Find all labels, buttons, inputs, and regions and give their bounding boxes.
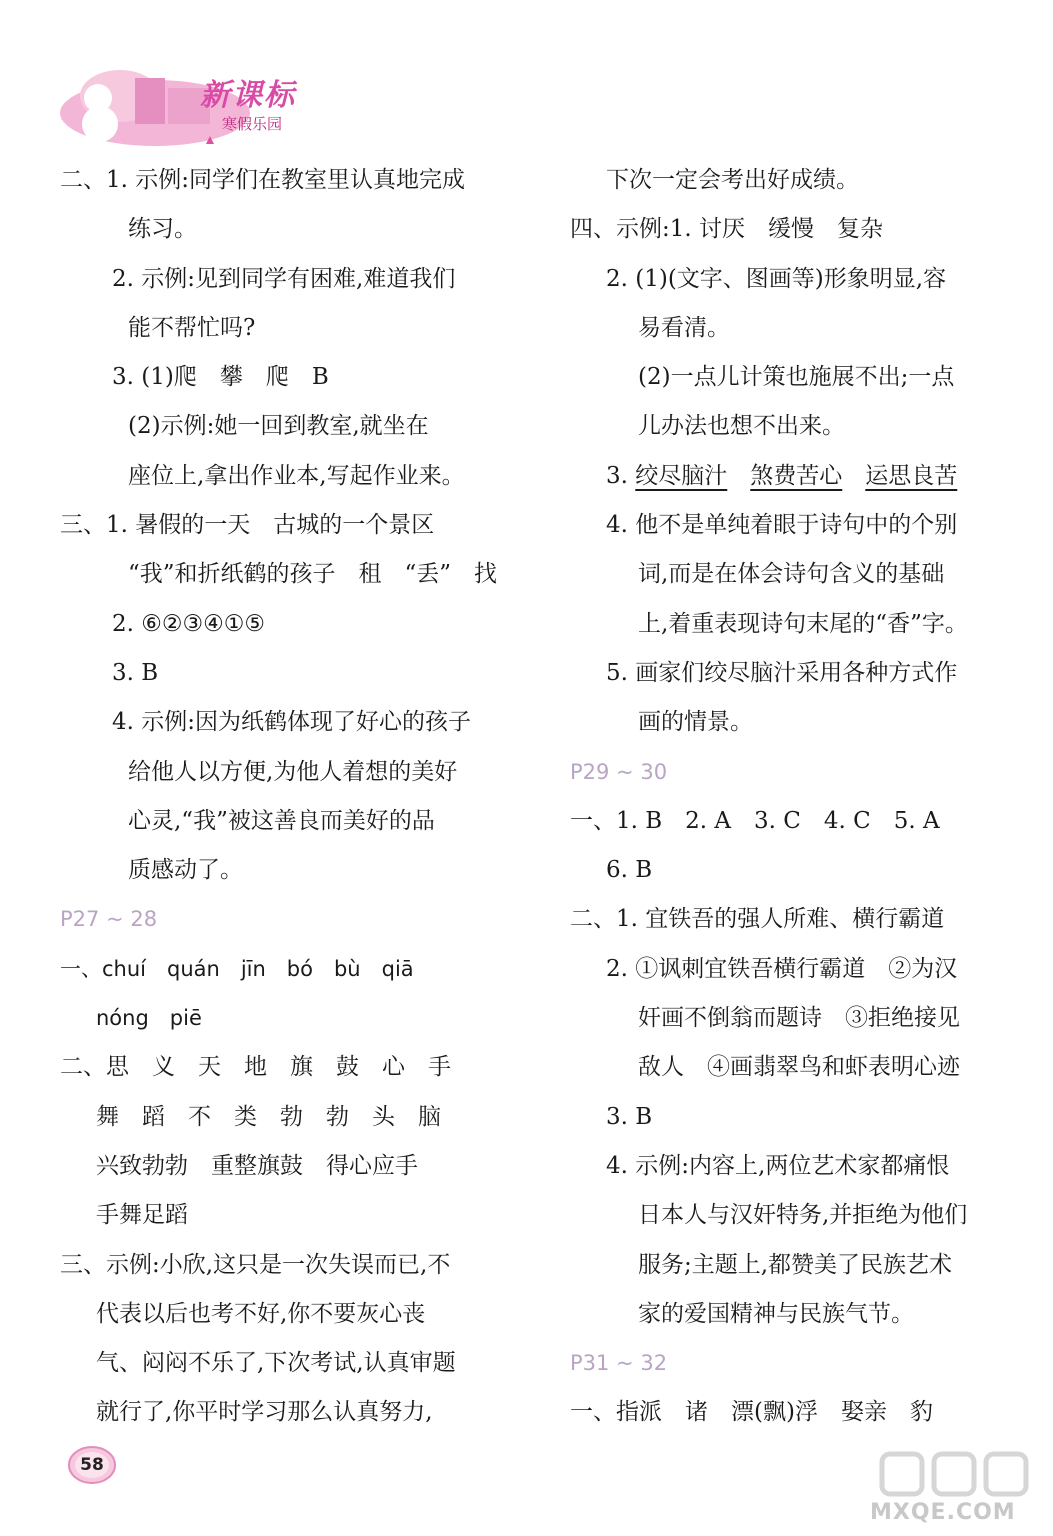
section-heading: P27 ~ 28 xyxy=(60,907,158,932)
answer-line: 2. ①讽刺宜铁吾横行霸道 ②为汉 xyxy=(606,955,958,982)
answer-line: 3. B xyxy=(112,659,159,686)
answer-line: 日本人与汉奸特务,并拒绝为他们 xyxy=(638,1202,968,1229)
watermark-text: MXQE.COM xyxy=(870,1500,1016,1525)
underlined-answer: 绞尽脑汁 xyxy=(635,462,728,489)
answer-line: (2)示例:她一回到教室,就坐在 xyxy=(128,413,429,440)
answer-line: 手舞足蹈 xyxy=(96,1202,188,1229)
answer-line: 三、1. 暑假的一天 古城的一个景区 xyxy=(60,512,435,539)
answer-line: 词,而是在体会诗句含义的基础 xyxy=(638,561,945,588)
answer-line: 二、1. 示例:同学们在教室里认真地完成 xyxy=(60,167,466,193)
answer-line: “我”和折纸鹤的孩子 租 “丢” 找 xyxy=(128,561,498,588)
answer-line: 2. (1)(文字、图画等)形象明显,容 xyxy=(606,265,947,292)
answer-line: 2. ⑥②③④①⑤ xyxy=(112,610,265,637)
answer-line: 奸画不倒翁而题诗 ③拒绝接见 xyxy=(638,1005,960,1032)
answer-line: 质感动了。 xyxy=(128,857,243,884)
answer-line: 心灵,“我”被这善良而美好的品 xyxy=(128,807,435,834)
answer-line: 一、指派 诸 漂(飘)浮 娶亲 豹 xyxy=(570,1399,933,1426)
logo-subtitle: 寒假乐园 xyxy=(222,115,283,133)
answer-line: 二、思 义 天 地 旗 鼓 心 手 xyxy=(60,1054,451,1081)
answer-line: 一、1. B 2. A 3. C 4. C 5. A xyxy=(570,807,940,834)
answer-line: 2. 示例:见到同学有困难,难道我们 xyxy=(112,265,456,292)
answer-line: 三、示例:小欣,这只是一次失误而已,不 xyxy=(60,1251,451,1278)
answer-line: 二、1. 宜铁吾的强人所难、横行霸道 xyxy=(570,906,945,933)
pinyin-line: 一、chuí quán jīn bó bù qiā xyxy=(60,956,414,981)
pinyin-line: nóng piē xyxy=(96,1006,202,1031)
answer-line: 4. 示例:内容上,两位艺术家都痛恨 xyxy=(606,1152,950,1179)
answer-line xyxy=(570,452,1030,501)
answer-line: 舞 蹈 不 类 勃 勃 头 脑 xyxy=(96,1103,441,1130)
answer-line: 画的情景。 xyxy=(638,709,753,736)
section-heading: P31 ~ 32 xyxy=(570,1351,668,1376)
answer-line: 家的爱国精神与民族气节。 xyxy=(638,1300,914,1327)
answer-line: 座位上,拿出作业本,写起作业来。 xyxy=(128,462,465,489)
underlined-answer: 运思良苦 xyxy=(865,462,958,489)
answer-line: 下次一定会考出好成绩。 xyxy=(606,167,859,193)
answer-line: 敌人 ④画翡翠鸟和虾表明心迹 xyxy=(638,1054,960,1081)
answer-line: 代表以后也考不好,你不要灰心丧 xyxy=(96,1300,426,1327)
answer-line: 易看清。 xyxy=(638,314,730,341)
answer-line: 4. 他不是单纯着眼于诗句中的个别 xyxy=(606,512,958,539)
right-column xyxy=(570,156,1030,1438)
answer-line: 上,着重表现诗句末尾的“香”字。 xyxy=(638,610,968,637)
answer-line: 服务;主题上,都赞美了民族艺术 xyxy=(638,1251,953,1278)
answer-line: 给他人以方便,为他人着想的美好 xyxy=(128,758,458,785)
answer-line: 兴致勃勃 重整旗鼓 得心应手 xyxy=(96,1152,418,1179)
logo-title: 新课标 xyxy=(200,78,296,113)
answer-line: 儿办法也想不出来。 xyxy=(638,413,845,440)
snowman-icon xyxy=(82,106,118,142)
answer-line: 6. B xyxy=(606,857,653,884)
page-number: 58 xyxy=(80,1455,104,1475)
house-icon xyxy=(135,78,165,124)
item-number: 3. xyxy=(606,462,636,489)
underlined-answer: 煞费苦心 xyxy=(750,462,843,489)
answer-line: 就行了,你平时学习那么认真努力, xyxy=(96,1399,433,1426)
answer-line: 4. 示例:因为纸鹤体现了好心的孩子 xyxy=(112,709,472,736)
answer-line: 3. (1)爬 攀 爬 B xyxy=(112,364,329,391)
answer-line: (2)一点儿计策也施展不出;一点 xyxy=(638,364,955,391)
answer-line: 四、示例:1. 讨厌 缓慢 复杂 xyxy=(570,216,884,243)
answer-line: 能不帮忙吗? xyxy=(128,314,256,341)
answer-line: 练习。 xyxy=(128,216,197,243)
left-column xyxy=(60,156,530,1438)
section-heading: P29 ~ 30 xyxy=(570,759,668,784)
answer-line: 气、闷闷不乐了,下次考试,认真审题 xyxy=(96,1350,456,1377)
page-number-badge xyxy=(68,1445,116,1485)
answer-line: 3. B xyxy=(606,1103,653,1130)
answer-line: 5. 画家们绞尽脑汁采用各种方式作 xyxy=(606,659,958,686)
